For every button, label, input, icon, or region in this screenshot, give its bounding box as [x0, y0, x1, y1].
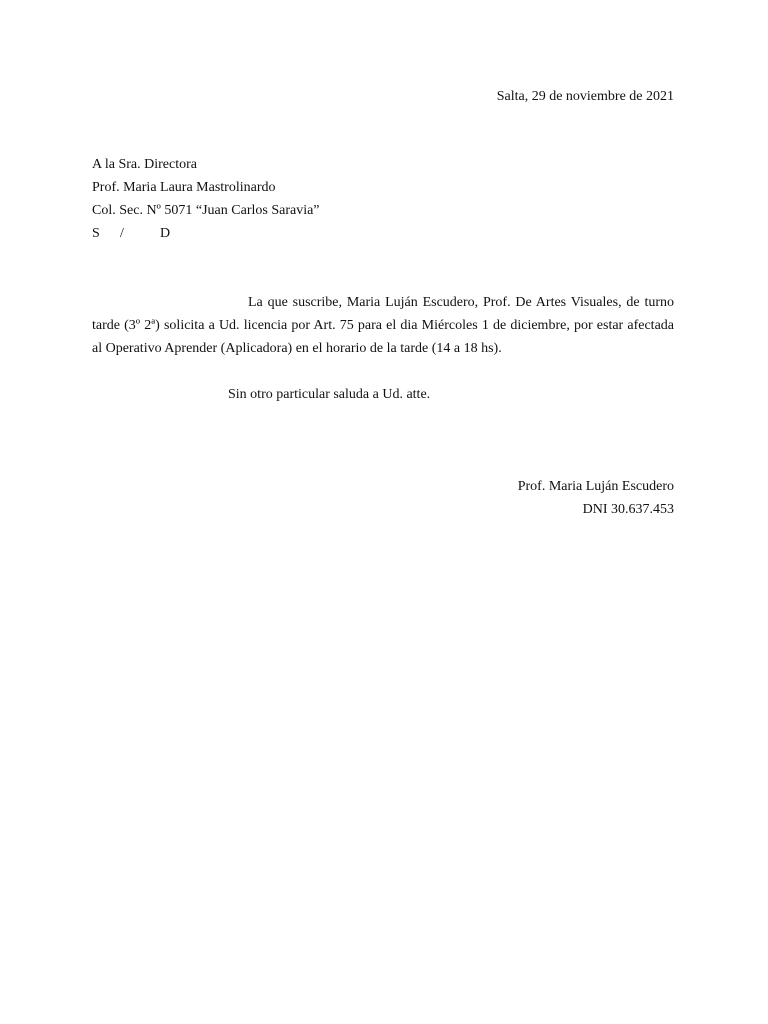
sd-slash: / — [120, 226, 124, 241]
sd-d: D — [160, 226, 171, 241]
signature-dni: DNI 30.637.453 — [582, 502, 674, 517]
signature-name: Prof. Maria Luján Escudero — [517, 479, 674, 494]
sd-s: S — [92, 226, 100, 241]
recipient-institution: Col. Sec. Nº 5071 “Juan Carlos Saravia” — [92, 203, 320, 218]
recipient-name: Prof. Maria Laura Mastrolinardo — [92, 180, 276, 195]
recipient-title: A la Sra. Directora — [92, 157, 197, 172]
date-line: Salta, 29 de noviembre de 2021 — [496, 89, 674, 104]
su-despacho — [92, 222, 170, 245]
letter-body: La que suscribe, Maria Luján Escudero, Prof. De Artes Visuales, de turno tarde (3º 2ª) solicita a Ud. licencia por Art. 75 para el dia Miércoles 1 de diciembre, por estar afectada al Operativo Aprender (Aplicadora) en el horario de la tarde (14 a 18 hs). — [92, 295, 674, 356]
closing-line: Sin otro particular saluda a Ud. atte. — [228, 387, 431, 402]
